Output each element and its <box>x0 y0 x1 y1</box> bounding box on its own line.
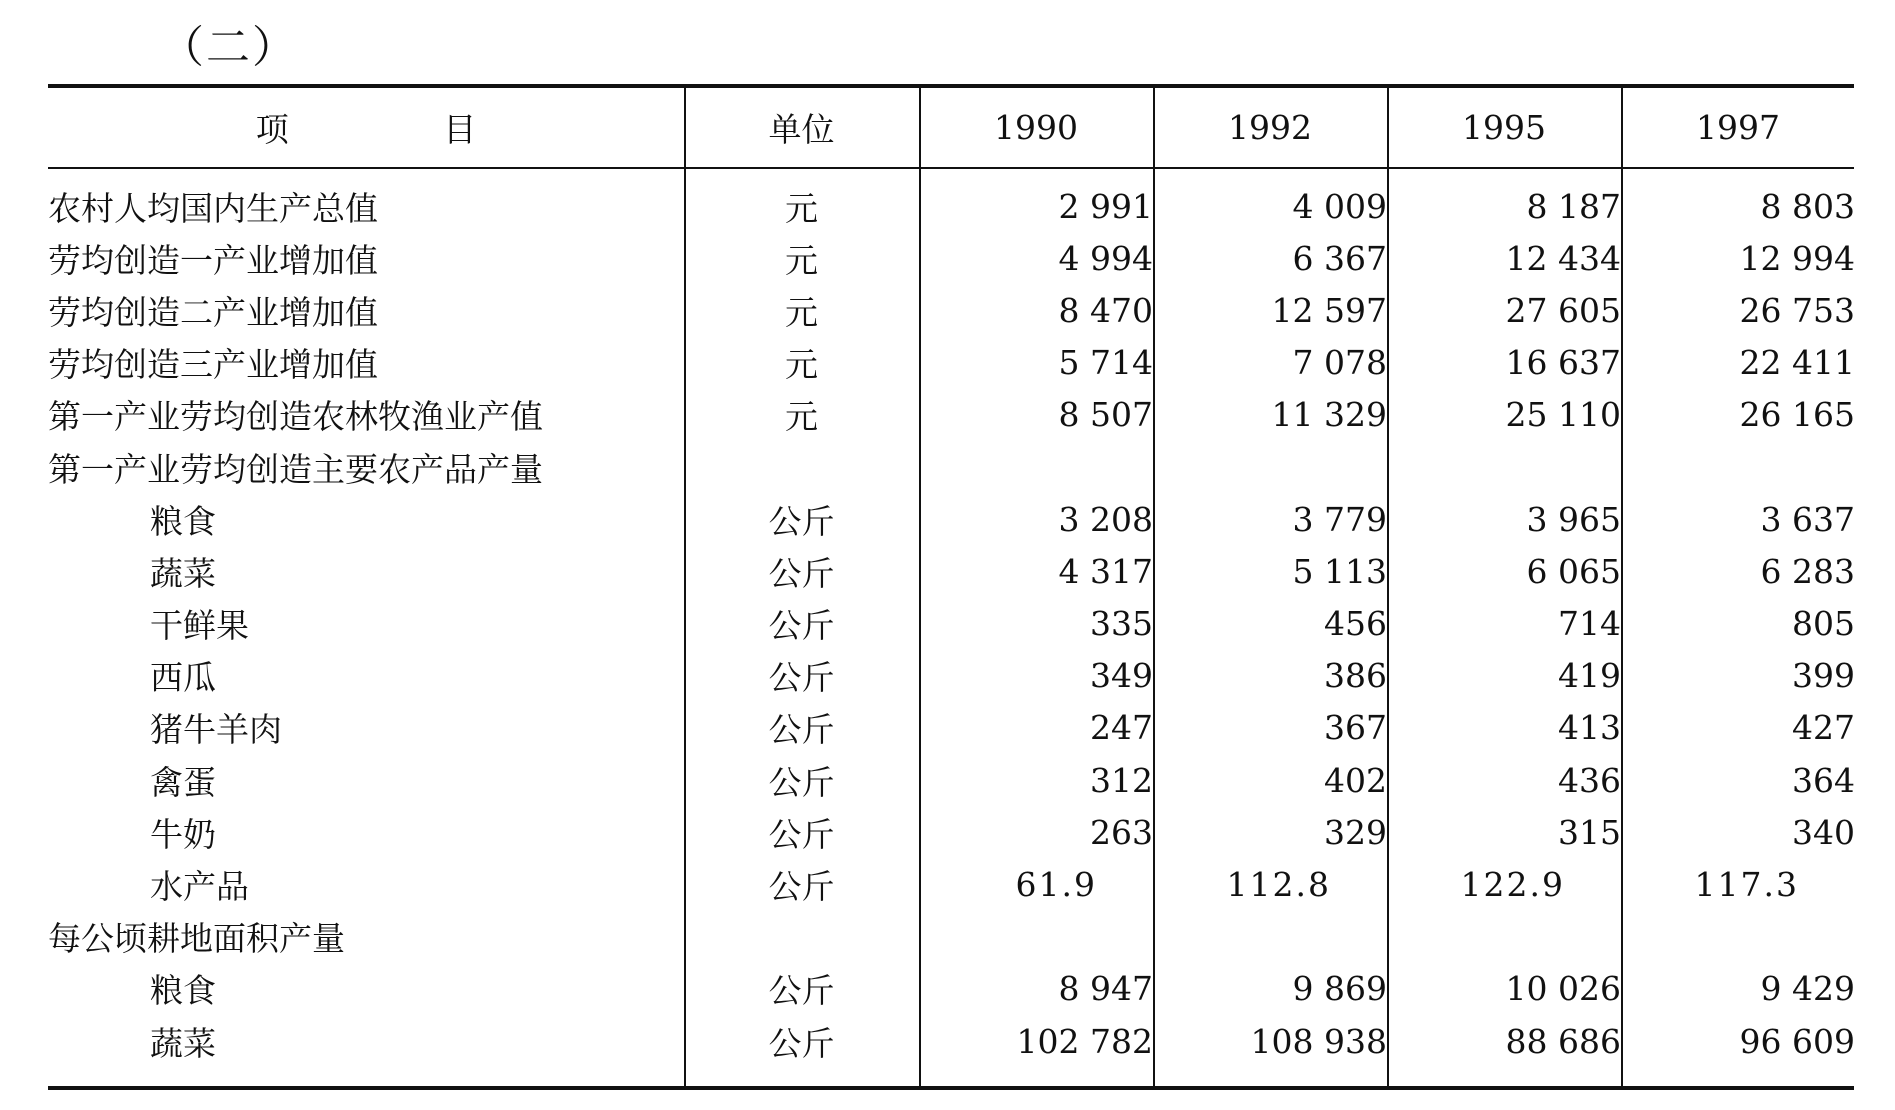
table-row-group-heading <box>48 441 1855 493</box>
row-value: 413 <box>1558 708 1621 748</box>
row-value: 456 <box>1324 604 1387 644</box>
row-unit: 元 <box>785 345 818 385</box>
row-value: 329 <box>1324 812 1387 852</box>
header-unit: 单位 <box>768 110 835 149</box>
row-item: 劳均创造一产业增加值 <box>48 240 378 280</box>
row-value: 102 782 <box>1016 1021 1153 1061</box>
table-row <box>48 389 1855 441</box>
table-row <box>48 963 1855 1015</box>
row-value: 6 065 <box>1526 551 1621 591</box>
row-unit <box>684 911 919 963</box>
row-value: 4 317 <box>1058 551 1153 591</box>
row-value: 312 <box>1090 760 1153 800</box>
header-year: 1990 <box>994 108 1078 147</box>
row-value: 367 <box>1324 708 1387 748</box>
row-value: 122.9 <box>1460 865 1565 905</box>
table-row <box>48 545 1855 597</box>
row-value: 9 429 <box>1760 969 1855 1009</box>
row-value: 263 <box>1090 812 1153 852</box>
table-row <box>48 232 1855 284</box>
table-row <box>48 754 1855 806</box>
row-item: 蔬菜 <box>150 553 216 593</box>
row-value: 7 078 <box>1292 343 1387 383</box>
table-row <box>48 284 1855 336</box>
row-value: 11 329 <box>1271 395 1387 435</box>
table-row <box>48 806 1855 858</box>
row-value <box>1387 911 1621 963</box>
row-item: 第一产业劳均创造农林牧渔业产值 <box>48 397 543 437</box>
header-item: 项 目 <box>255 110 549 149</box>
row-unit: 公斤 <box>768 553 835 593</box>
statistics-table <box>48 88 1855 1067</box>
row-unit: 公斤 <box>768 710 835 750</box>
row-value <box>1621 911 1855 963</box>
row-value: 8 470 <box>1058 290 1153 330</box>
row-unit: 公斤 <box>768 971 835 1011</box>
row-unit: 公斤 <box>768 867 835 907</box>
row-item: 蔬菜 <box>150 1023 216 1063</box>
row-value: 9 869 <box>1292 969 1387 1009</box>
row-value: 436 <box>1558 760 1621 800</box>
row-unit: 元 <box>785 397 818 437</box>
row-value: 5 113 <box>1292 551 1387 591</box>
row-item: 干鲜果 <box>150 606 249 646</box>
row-value: 340 <box>1792 812 1855 852</box>
row-value: 112.8 <box>1226 865 1331 905</box>
row-item: 劳均创造三产业增加值 <box>48 345 378 385</box>
row-value: 8 187 <box>1526 186 1621 226</box>
row-value: 26 753 <box>1739 290 1855 330</box>
row-value: 335 <box>1090 604 1153 644</box>
row-value: 4 994 <box>1058 238 1153 278</box>
row-value: 3 637 <box>1760 499 1855 539</box>
table-row <box>48 598 1855 650</box>
table-row <box>48 702 1855 754</box>
row-value: 108 938 <box>1250 1021 1387 1061</box>
table-row <box>48 858 1855 910</box>
row-value: 805 <box>1792 604 1855 644</box>
row-value: 427 <box>1792 708 1855 748</box>
row-value <box>919 441 1153 493</box>
row-value: 386 <box>1324 656 1387 696</box>
row-value: 12 597 <box>1271 290 1387 330</box>
row-value <box>919 911 1153 963</box>
row-value: 247 <box>1090 708 1153 748</box>
header-year: 1992 <box>1228 108 1312 147</box>
row-value: 419 <box>1558 656 1621 696</box>
row-value: 6 283 <box>1760 551 1855 591</box>
row-value <box>1387 441 1621 493</box>
row-value: 399 <box>1792 656 1855 696</box>
row-item: 第一产业劳均创造主要农产品产量 <box>48 449 543 489</box>
row-unit: 公斤 <box>768 606 835 646</box>
row-value: 5 714 <box>1058 343 1153 383</box>
row-value: 8 803 <box>1760 186 1855 226</box>
table-row <box>48 1015 1855 1067</box>
row-value: 117.3 <box>1694 865 1799 905</box>
row-unit: 元 <box>785 188 818 228</box>
row-value: 16 637 <box>1505 343 1621 383</box>
row-value: 8 947 <box>1058 969 1153 1009</box>
row-value: 3 965 <box>1526 499 1621 539</box>
row-item: 农村人均国内生产总值 <box>48 188 378 228</box>
row-value: 88 686 <box>1505 1021 1621 1061</box>
row-unit <box>684 441 919 493</box>
row-value: 3 208 <box>1058 499 1153 539</box>
row-unit: 公斤 <box>768 814 835 854</box>
table-bottom-rule <box>48 1086 1854 1090</box>
table-header-row <box>48 88 1855 167</box>
row-value: 402 <box>1324 760 1387 800</box>
table-row <box>48 337 1855 389</box>
row-value: 61.9 <box>1015 865 1097 905</box>
row-item: 猪牛羊肉 <box>150 710 282 750</box>
table-row <box>48 493 1855 545</box>
row-value: 12 434 <box>1505 238 1621 278</box>
row-value: 4 009 <box>1292 186 1387 226</box>
row-value: 27 605 <box>1505 290 1621 330</box>
row-item: 水产品 <box>150 867 249 907</box>
row-value: 349 <box>1090 656 1153 696</box>
row-value: 6 367 <box>1292 238 1387 278</box>
row-item: 劳均创造二产业增加值 <box>48 292 378 332</box>
row-value <box>1621 441 1855 493</box>
row-value: 25 110 <box>1505 395 1621 435</box>
table-row <box>48 650 1855 702</box>
row-unit: 公斤 <box>768 1023 835 1063</box>
row-value: 2 991 <box>1058 186 1153 226</box>
row-value: 714 <box>1558 604 1621 644</box>
row-unit: 公斤 <box>768 658 835 698</box>
row-unit: 公斤 <box>768 762 835 802</box>
row-value: 364 <box>1792 760 1855 800</box>
row-unit: 元 <box>785 240 818 280</box>
row-item: 粮食 <box>150 971 216 1011</box>
row-value: 22 411 <box>1739 343 1855 383</box>
spacer-row <box>48 167 1855 180</box>
header-year: 1997 <box>1696 108 1780 147</box>
row-item: 粮食 <box>150 501 216 541</box>
row-value: 8 507 <box>1058 395 1153 435</box>
row-value: 315 <box>1558 812 1621 852</box>
row-value: 3 779 <box>1292 499 1387 539</box>
row-value <box>1153 441 1387 493</box>
row-item: 西瓜 <box>150 658 216 698</box>
row-value <box>1153 911 1387 963</box>
row-item: 每公顷耕地面积产量 <box>48 919 345 959</box>
row-value: 12 994 <box>1739 238 1855 278</box>
row-unit: 公斤 <box>768 501 835 541</box>
table-row-group-heading <box>48 911 1855 963</box>
row-item: 牛奶 <box>150 814 216 854</box>
row-item: 禽蛋 <box>150 762 216 802</box>
row-value: 26 165 <box>1739 395 1855 435</box>
table-row <box>48 180 1855 232</box>
section-label: （二） <box>160 22 298 73</box>
row-value: 10 026 <box>1505 969 1621 1009</box>
row-unit: 元 <box>785 292 818 332</box>
row-value: 96 609 <box>1739 1021 1855 1061</box>
header-year: 1995 <box>1462 108 1546 147</box>
